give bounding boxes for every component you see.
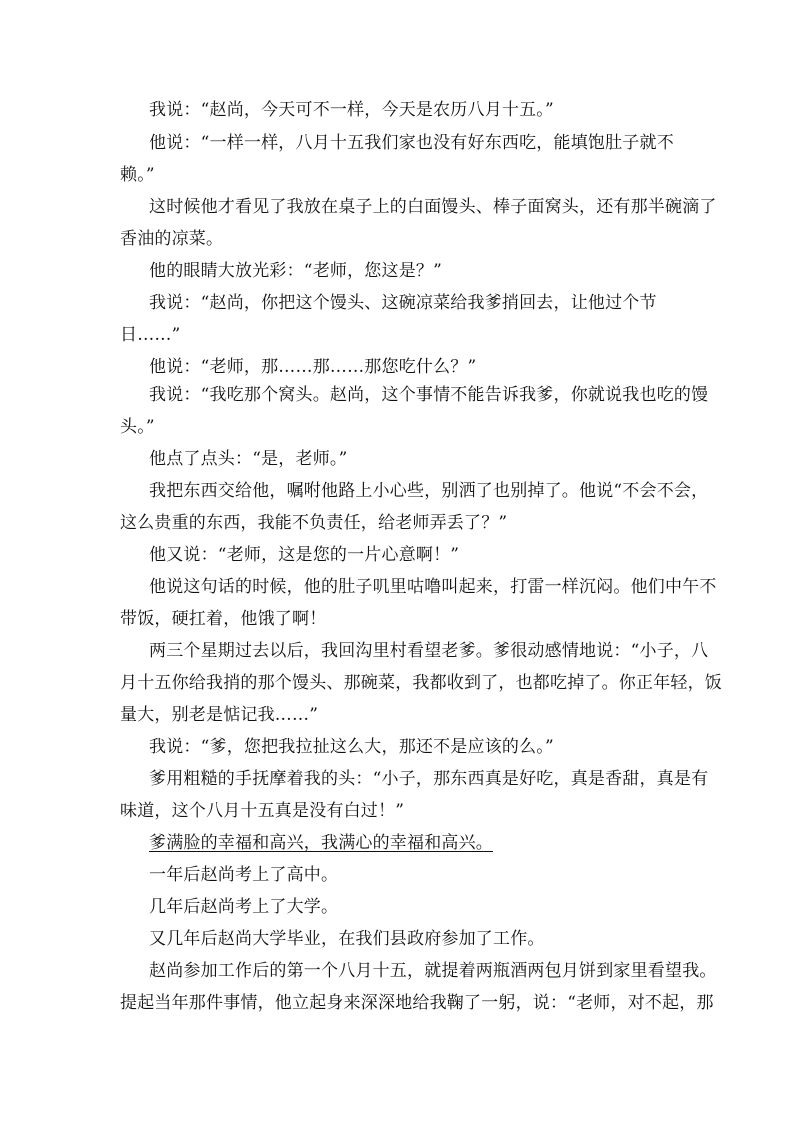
text-line: 味道，这个八月十五真是没有白过！” (120, 801, 405, 821)
text-line: 几年后赵尚考上了大学。 (149, 897, 339, 917)
text-line: 他又说：“老师，这是您的一片心意啊！” (149, 545, 460, 565)
text-line: 香油的凉菜。 (120, 229, 224, 249)
text-line: 他点了点头：“是，老师。” (149, 449, 348, 469)
text-line: 爹用粗糙的手抚摩着我的头：“小子，那东西真是好吃，真是香甜，真是有 (149, 769, 709, 789)
text-line: 月十五你给我捎的那个馒头、那碗菜，我都收到了，也都吃掉了。你正年轻，饭 (120, 673, 722, 693)
text-line: 提起当年那件事情，他立起身来深深地给我鞠了一躬，说：“老师，对不起，那 (120, 993, 714, 1013)
text-line: 我把东西交给他，嘱咐他路上小心些，别洒了也别掉了。他说“不会不会， (149, 481, 709, 501)
text-line: 这时候他才看见了我放在桌子上的白面馒头、棒子面窝头，还有那半碗滴了 (149, 197, 717, 217)
text-line: 我说：“我吃那个窝头。赵尚，这个事情不能告诉我爹，你就说我也吃的馒 (149, 385, 709, 405)
text-line: 他说：“一样一样，八月十五我们家也没有好东西吃，能填饱肚子就不 (149, 133, 674, 153)
text-line: 他的眼睛大放光彩：“老师，您这是？” (149, 261, 442, 281)
text-line: 他说：“老师，那……那……那您吃什么？” (149, 357, 477, 377)
text-line: 又几年后赵尚大学毕业，在我们县政府参加了工作。 (149, 929, 545, 949)
text-line: 我说：“赵尚，你把这个馒头、这碗凉菜给我爹捎回去，让他过个节 (149, 293, 657, 313)
text-line: 日……” (120, 325, 181, 345)
text-line: 带饭，硬扛着，他饿了啊！ (120, 609, 327, 629)
text-line: 我说：“爹，您把我拉扯这么大，那还不是应该的么。” (149, 737, 554, 757)
text-line: 他说这句话的时候，他的肚子叽里咕噜叫起来，打雷一样沉闷。他们中午不 (149, 577, 717, 597)
text-line: 两三个星期过去以后，我回沟里村看望老爹。爹很动感情地说：“小子，八 (149, 641, 709, 661)
text-line: 量大，别老是惦记我……” (120, 705, 319, 725)
text-line: 赖。” (120, 165, 155, 185)
text-line: 我说：“赵尚，今天可不一样，今天是农历八月十五。” (149, 100, 554, 120)
text-line: 头。” (120, 417, 155, 437)
text-line: 一年后赵尚考上了高中。 (149, 865, 339, 885)
underlined-text-line: 爹满脸的幸福和高兴，我满心的幸福和高兴。 (149, 833, 493, 853)
text-line: 赵尚参加工作后的第一个八月十五，就提着两瓶酒两包月饼到家里看望我。 (149, 961, 717, 981)
text-line: 这么贵重的东西，我能不负责任，给老师弄丢了？” (120, 513, 508, 533)
